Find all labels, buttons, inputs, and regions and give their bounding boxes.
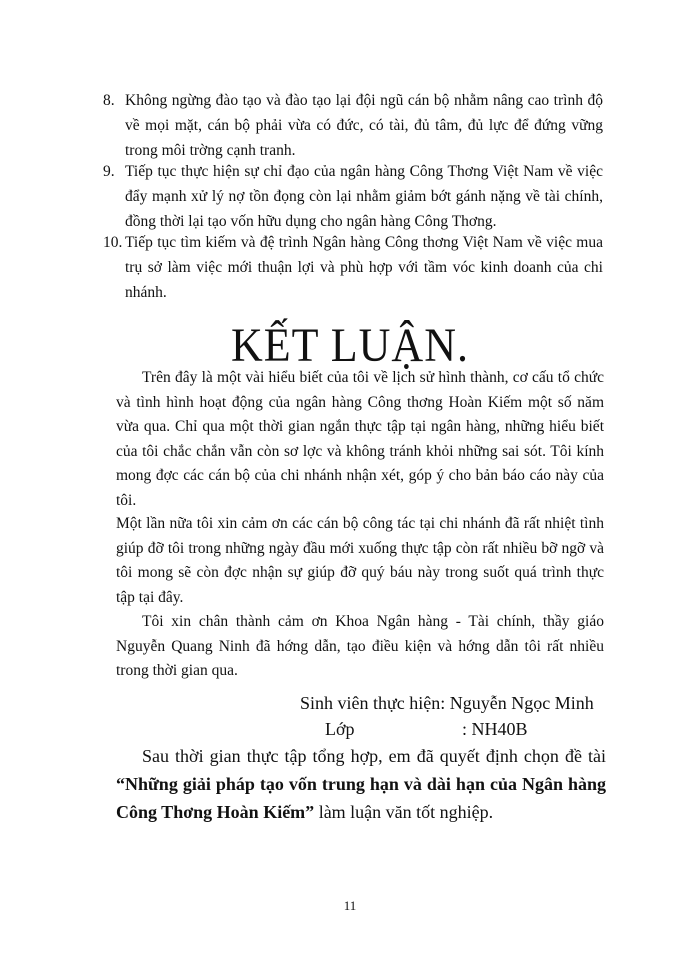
conclusion-heading: KẾT LUẬN. xyxy=(231,318,469,372)
page-number: 11 xyxy=(343,898,357,913)
list-item-10 xyxy=(103,230,603,305)
closing-outro: làm luận văn tốt nghiệp. xyxy=(314,802,494,822)
closing-intro: Sau thời gian thực tập tổng hợp, em đã quyết định chọn đề tài xyxy=(142,746,606,766)
paragraph-1 xyxy=(116,366,604,513)
paragraph-2 xyxy=(116,512,604,610)
thesis-topic: “Những giải pháp tạo vốn trung hạn và dài hạn của Ngân hàng Công Thơng Hoàn Kiếm” xyxy=(116,774,606,822)
class-label: Lớp xyxy=(325,719,355,739)
student-signature: Sinh viên thực hiện: Nguyễn Ngọc Minh xyxy=(300,693,594,713)
list-item-9 xyxy=(103,159,603,234)
list-text: Không ngừng đào tạo và đào tạo lại đội ngũ cán bộ nhằm nâng cao trình độ về mọi mặt, cán bộ phải vừa có đức, có tài, đủ tâm, đủ lực để đứng vững trong môi trờng cạnh tranh. xyxy=(125,92,603,159)
paragraph-3 xyxy=(116,610,604,684)
list-text: Tiếp tục thực hiện sự chỉ đạo của ngân hàng Công Thơng Việt Nam về việc đẩy mạnh xử lý nợ tồn đọng còn lại nhằm giảm bớt gánh nặng về tài chính, đồng thời lại tạo vốn hữu dụng cho ngân hàng Công Thơng. xyxy=(125,163,603,230)
paragraph-2-text: Một lần nữa tôi xin cảm ơn các cán bộ công tác tại chi nhánh đã rất nhiệt tình giúp đỡ tôi trong những ngày đầu mới xuống thực tập còn rất nhiều bỡ ngỡ và tôi mong sẽ còn đợc nhận sự giúp đỡ quý báu này trong suốt quá trình thực tập tại đây. xyxy=(116,515,604,606)
paragraph-3-text: Tôi xin chân thành cảm ơn Khoa Ngân hàng - Tài chính, thầy giáo Nguyễn Quang Ninh đã hớng dẫn, tạo điều kiện và hớng dẫn tôi rất nhiều trong thời gian qua. xyxy=(116,613,604,679)
paragraph-1-text: Trên đây là một vài hiểu biết của tôi về lịch sử hình thành, cơ cấu tổ chức và tình hình hoạt động của ngân hàng Công thơng Hoàn Kiếm một số năm vừa qua. Chỉ qua một thời gian ngắn thực tập tại ngân hàng, những hiểu biết của tôi chắc chắn vẫn còn sơ lợc và không tránh khỏi những sai sót. Tôi kính mong đợc các cán bộ của chi nhánh nhận xét, góp ý cho bản báo cáo này của tôi. xyxy=(116,369,604,509)
class-value: : NH40B xyxy=(462,719,528,739)
list-number: 9. xyxy=(103,163,115,180)
closing-paragraph xyxy=(116,742,606,826)
list-number: 10. xyxy=(103,234,123,251)
list-number: 8. xyxy=(103,92,115,109)
list-text: Tiếp tục tìm kiếm và đệ trình Ngân hàng Công thơng Việt Nam về việc mua trụ sở làm việc mới thuận lợi và phù hợp với tầm vóc kinh doanh của chi nhánh. xyxy=(125,234,603,301)
list-item-8 xyxy=(103,88,603,163)
